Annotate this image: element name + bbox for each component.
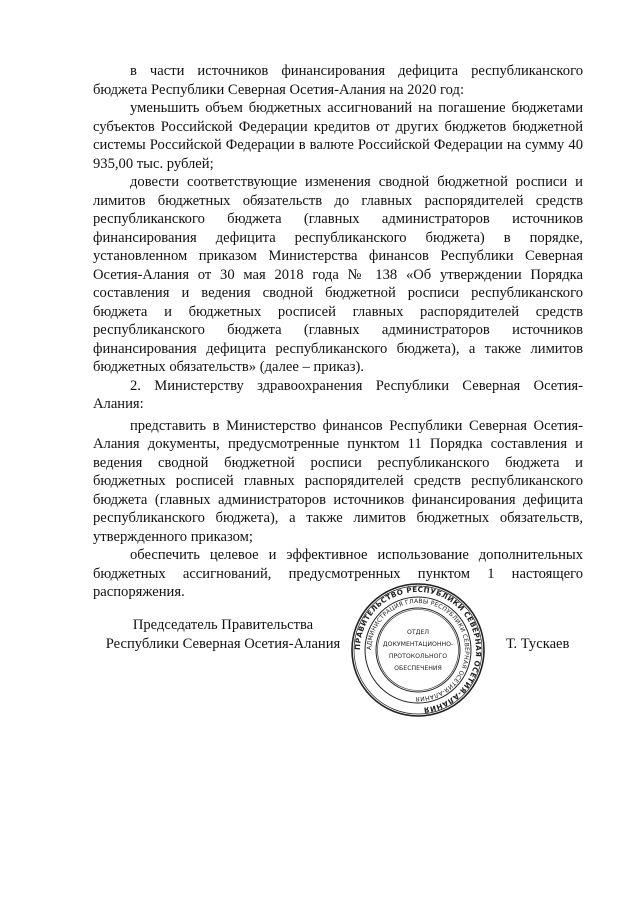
seal-center-line-2: ДОКУМЕНТАЦИОННО- (382, 641, 454, 648)
seal-inner-ring-text: АДМИНИСТРАЦИЯ ГЛАВЫ РЕСПУБЛИКИ СЕВЕРНАЯ ОСЕТИЯ-АЛАНИЯ (365, 597, 471, 703)
svg-text:АДМИНИСТРАЦИЯ ГЛАВЫ РЕСПУБЛИКИ (366, 598, 470, 702)
official-seal (349, 581, 487, 719)
signatory-name: Т. Тускаев (506, 636, 570, 652)
paragraph-funding-sources: в части источников финансирования дефицита республиканского бюджета Республики Северная Осетия-Алания на 2020 год: (93, 63, 583, 98)
signatory-position-line2: Республики Северная Осетия-Алания (105, 635, 341, 652)
seal-outer-ring-text: ПРАВИТЕЛЬСТВО РЕСПУБЛИКИ СЕВЕРНАЯ ОСЕТИЯ-АЛАНИЯ (352, 584, 484, 715)
signatory-position (93, 616, 353, 653)
paragraph-ensure-use: обеспечить целевое и эффективное использование дополнительных бюджетных ассигнований, предусмотренных пунктом 1 настоящего распоряжения. (93, 547, 583, 600)
seal-center-line-4: ОБЕСПЕЧЕНИЯ (394, 665, 442, 672)
paragraph-ministry-health: 2. Министерству здравоохранения Республики Северная Осетия-Алания: (93, 377, 583, 412)
seal-center-line-3: ПРОТОКОЛЬНОГО (388, 653, 448, 660)
paragraph-bring-changes: довести соответствующие изменения сводной бюджетной росписи и лимитов бюджетных обязательств до главных распорядителей средств республиканского бюджета (главных администраторов источников финансирования дефицита республиканского бюджета) в порядке, установленном приказом Министерства финансов Республики Северная Осетия-Алания от 30 мая 2018 года № 138 «Об утверждении Порядка составления и ведения сводной бюджетной росписи республиканского бюджета и бюджетных росписей главных распорядителей средств республиканского бюджета (главных администраторов источников финансирования дефицита республиканского бюджета), а также лимитов бюджетных обязательств» (далее – приказ). (93, 174, 583, 375)
document-body (93, 62, 583, 602)
seal-center-line-1: ОТДЕЛ (406, 629, 430, 636)
signatory-position-line1: Председатель Правительства (132, 617, 314, 633)
paragraph-submit-documents: представить в Министерство финансов Республики Северная Осетия-Алания документы, предусмотренные пунктом 11 Порядка составления и ведения сводной бюджетной росписи республиканского бюджета и бюджетных росписей главных распорядителей средств республиканского бюджета (главных администраторов источников финансирования дефицита республиканского бюджета), а также лимитов бюджетных обязательств, утвержденного приказом; (93, 417, 583, 545)
paragraph-reduce-allocations: уменьшить объем бюджетных ассигнований на погашение бюджетами субъектов Российской Федерации кредитов от других бюджетов бюджетной системы Российской Федерации в валюте Российской Федерации на сумму 40 935,00 тыс. рублей; (93, 100, 583, 172)
